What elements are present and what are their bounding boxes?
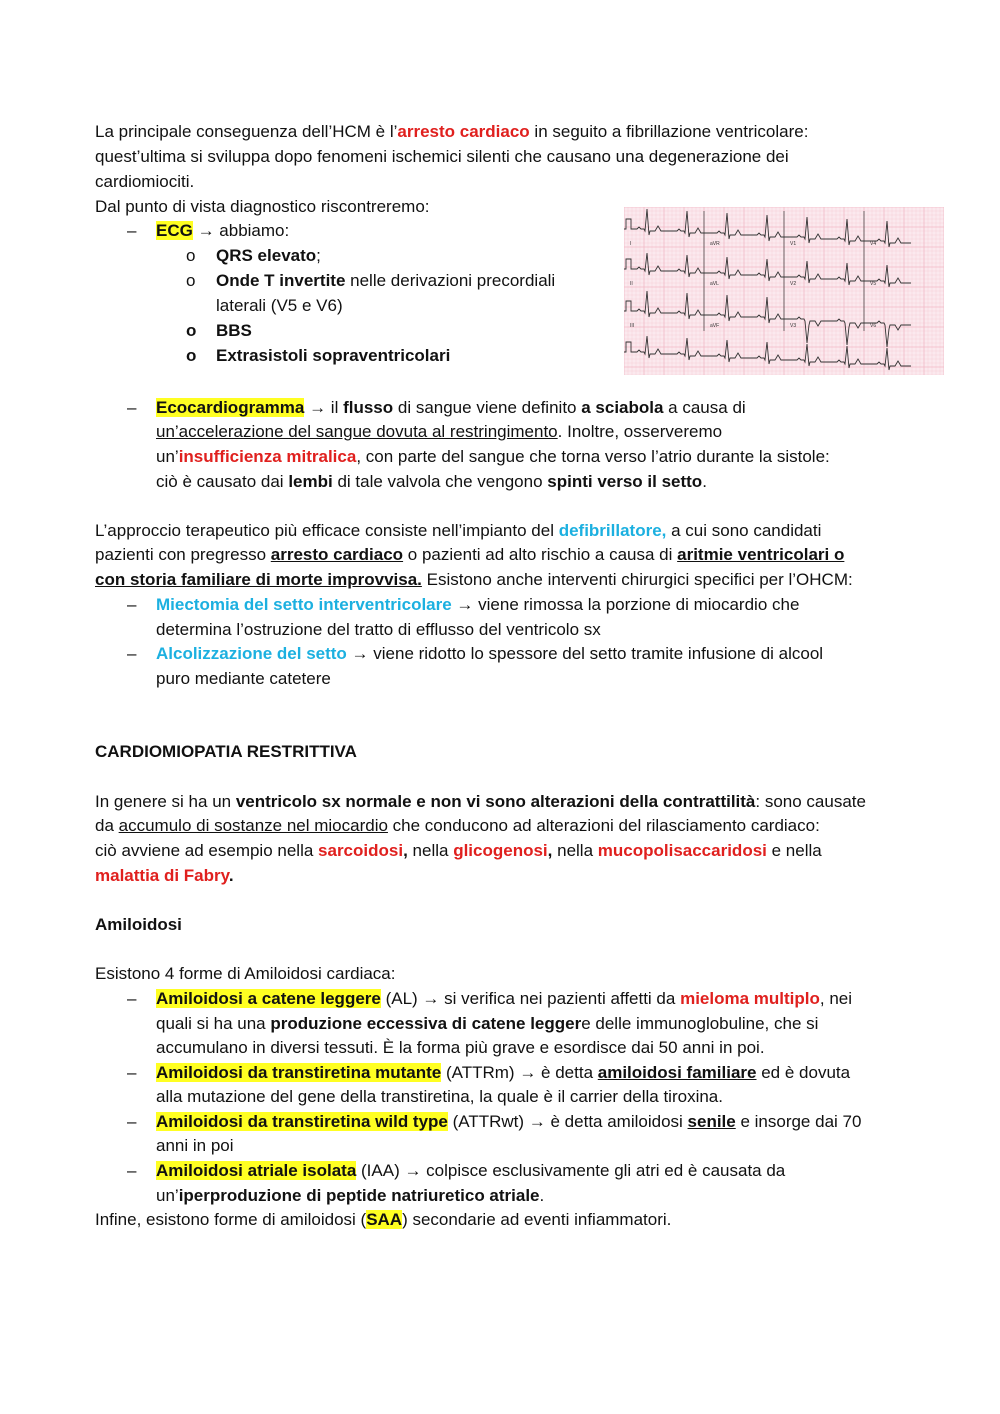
bullet-marker: o bbox=[186, 271, 196, 290]
ecg-lead-label: V4 bbox=[870, 241, 877, 247]
list-dash: – bbox=[127, 1161, 137, 1180]
bullet-text: BBS bbox=[216, 321, 252, 340]
restrictive-line: da accumulo di sostanze nel miocardio che conducono ad alterazioni del rilasciamento cardiaco: bbox=[95, 816, 820, 835]
restrictive-line: malattia di Fabry. bbox=[95, 866, 234, 885]
text-line: quest’ultima si sviluppa dopo fenomeni ischemici silenti che causano una degenerazione dei bbox=[95, 147, 789, 166]
ecg-lead-label: V5 bbox=[870, 281, 877, 287]
therapy-line: L’approccio terapeutico più efficace consiste nell’impianto del defibrillatore, a cui sono candidati bbox=[95, 521, 822, 540]
text-line: cardiomiociti. bbox=[95, 172, 195, 191]
list-dash: – bbox=[127, 398, 137, 417]
eco-line: Ecocardiogramma → il flusso di sangue viene definito a sciabola a causa di bbox=[156, 398, 746, 417]
ecg-lead-label: aVF bbox=[710, 323, 720, 329]
ecg-lead-label: V6 bbox=[870, 323, 877, 329]
therapy-item: puro mediante catetere bbox=[156, 669, 331, 688]
bullet-text: Onde T invertite nelle derivazioni precordiali bbox=[216, 271, 556, 290]
amyloid-item: accumulano in diversi tessuti. È la forma più grave e esordisce dai 50 anni in poi. bbox=[156, 1038, 765, 1057]
list-dash: – bbox=[127, 1063, 137, 1082]
ecg-lead-label: aVR bbox=[710, 241, 720, 247]
restrictive-line: In genere si ha un ventricolo sx normale e non vi sono alterazioni della contrattilità: sono causate bbox=[95, 792, 866, 811]
amyloid-item: anni in poi bbox=[156, 1136, 234, 1155]
amyloid-item: alla mutazione del gene della transtiretina, la quale è il carrier della tiroxina. bbox=[156, 1087, 723, 1106]
therapy-item: Miectomia del setto interventricolare → viene rimossa la porzione di miocardio che bbox=[156, 595, 800, 614]
list-dash: – bbox=[127, 1112, 137, 1131]
eco-line: un’accelerazione del sangue dovuta al restringimento. Inoltre, osserveremo bbox=[156, 422, 723, 441]
ecg-lead-label: I bbox=[630, 241, 632, 247]
bullet-text: QRS elevato; bbox=[216, 246, 321, 265]
therapy-line: pazienti con pregresso arresto cardiaco o pazienti ad alto rischio a causa di aritmie ventricolari o bbox=[95, 545, 845, 564]
list-dash: – bbox=[127, 989, 137, 1008]
therapy-item: Alcolizzazione del setto → viene ridotto lo spessore del setto tramite infusione di alcool bbox=[156, 644, 824, 663]
ecg-trace-image bbox=[624, 207, 944, 375]
bullet-marker: o bbox=[186, 246, 196, 265]
ecg-lead-label: V1 bbox=[790, 241, 797, 247]
list-dash: – bbox=[127, 221, 137, 240]
eco-line: ciò è causato dai lembi di tale valvola che vengono spinti verso il setto. bbox=[156, 472, 707, 491]
therapy-line: con storia familiare di morte improvvisa. Esistono anche interventi chirurgici specifici per l’OHCM: bbox=[95, 570, 853, 589]
amyloid-outro: Infine, esistono forme di amiloidosi (SAA) secondarie ad eventi infiammatori. bbox=[95, 1210, 672, 1229]
ecg-lead-label: V2 bbox=[790, 281, 797, 287]
ecg-lead-label: aVL bbox=[710, 281, 719, 287]
subsection-heading: Amiloidosi bbox=[95, 915, 182, 934]
ecg-lead-label: II bbox=[630, 281, 633, 287]
section-heading: CARDIOMIOPATIA RESTRITTIVA bbox=[95, 742, 357, 761]
text-line: Dal punto di vista diagnostico riscontreremo: bbox=[95, 197, 430, 216]
ecg-lead-label: III bbox=[630, 323, 635, 329]
bullet-marker: o bbox=[186, 346, 197, 365]
eco-line: un’insufficienza mitralica, con parte del sangue che torna verso l’atrio durante la sistole: bbox=[156, 447, 830, 466]
list-dash: – bbox=[127, 644, 137, 663]
amyloid-intro: Esistono 4 forme di Amiloidosi cardiaca: bbox=[95, 964, 396, 983]
restrictive-line: ciò avviene ad esempio nella sarcoidosi, nella glicogenosi, nella mucopolisaccaridosi e nella bbox=[95, 841, 822, 860]
amyloid-item: quali si ha una produzione eccessiva di catene leggere delle immunoglobuline, che si bbox=[156, 1014, 819, 1033]
amyloid-item: Amiloidosi da transtiretina mutante (ATTRm) → è detta amiloidosi familiare ed è dovuta bbox=[156, 1063, 851, 1082]
bullet-text: laterali (V5 e V6) bbox=[216, 296, 343, 315]
amyloid-item: un’iperproduzione di peptide natriuretico atriale. bbox=[156, 1186, 545, 1205]
therapy-item: determina l’ostruzione del tratto di efflusso del ventricolo sx bbox=[156, 620, 601, 639]
ecg-lead-label: V3 bbox=[790, 323, 797, 329]
list-dash: – bbox=[127, 595, 137, 614]
ecg-item: ECG → abbiamo: bbox=[156, 221, 290, 240]
amyloid-item: Amiloidosi a catene leggere (AL) → si verifica nei pazienti affetti da mieloma multiplo, nei bbox=[156, 989, 853, 1008]
bullet-text: Extrasistoli sopraventricolari bbox=[216, 346, 451, 365]
amyloid-item: Amiloidosi da transtiretina wild type (ATTRwt) → è detta amiloidosi senile e insorge dai 70 bbox=[156, 1112, 862, 1131]
amyloid-item: Amiloidosi atriale isolata (IAA) → colpisce esclusivamente gli atri ed è causata da bbox=[156, 1161, 786, 1180]
bullet-marker: o bbox=[186, 321, 197, 340]
text-line: La principale conseguenza dell’HCM è l’arresto cardiaco in seguito a fibrillazione ventricolare: bbox=[95, 122, 809, 141]
